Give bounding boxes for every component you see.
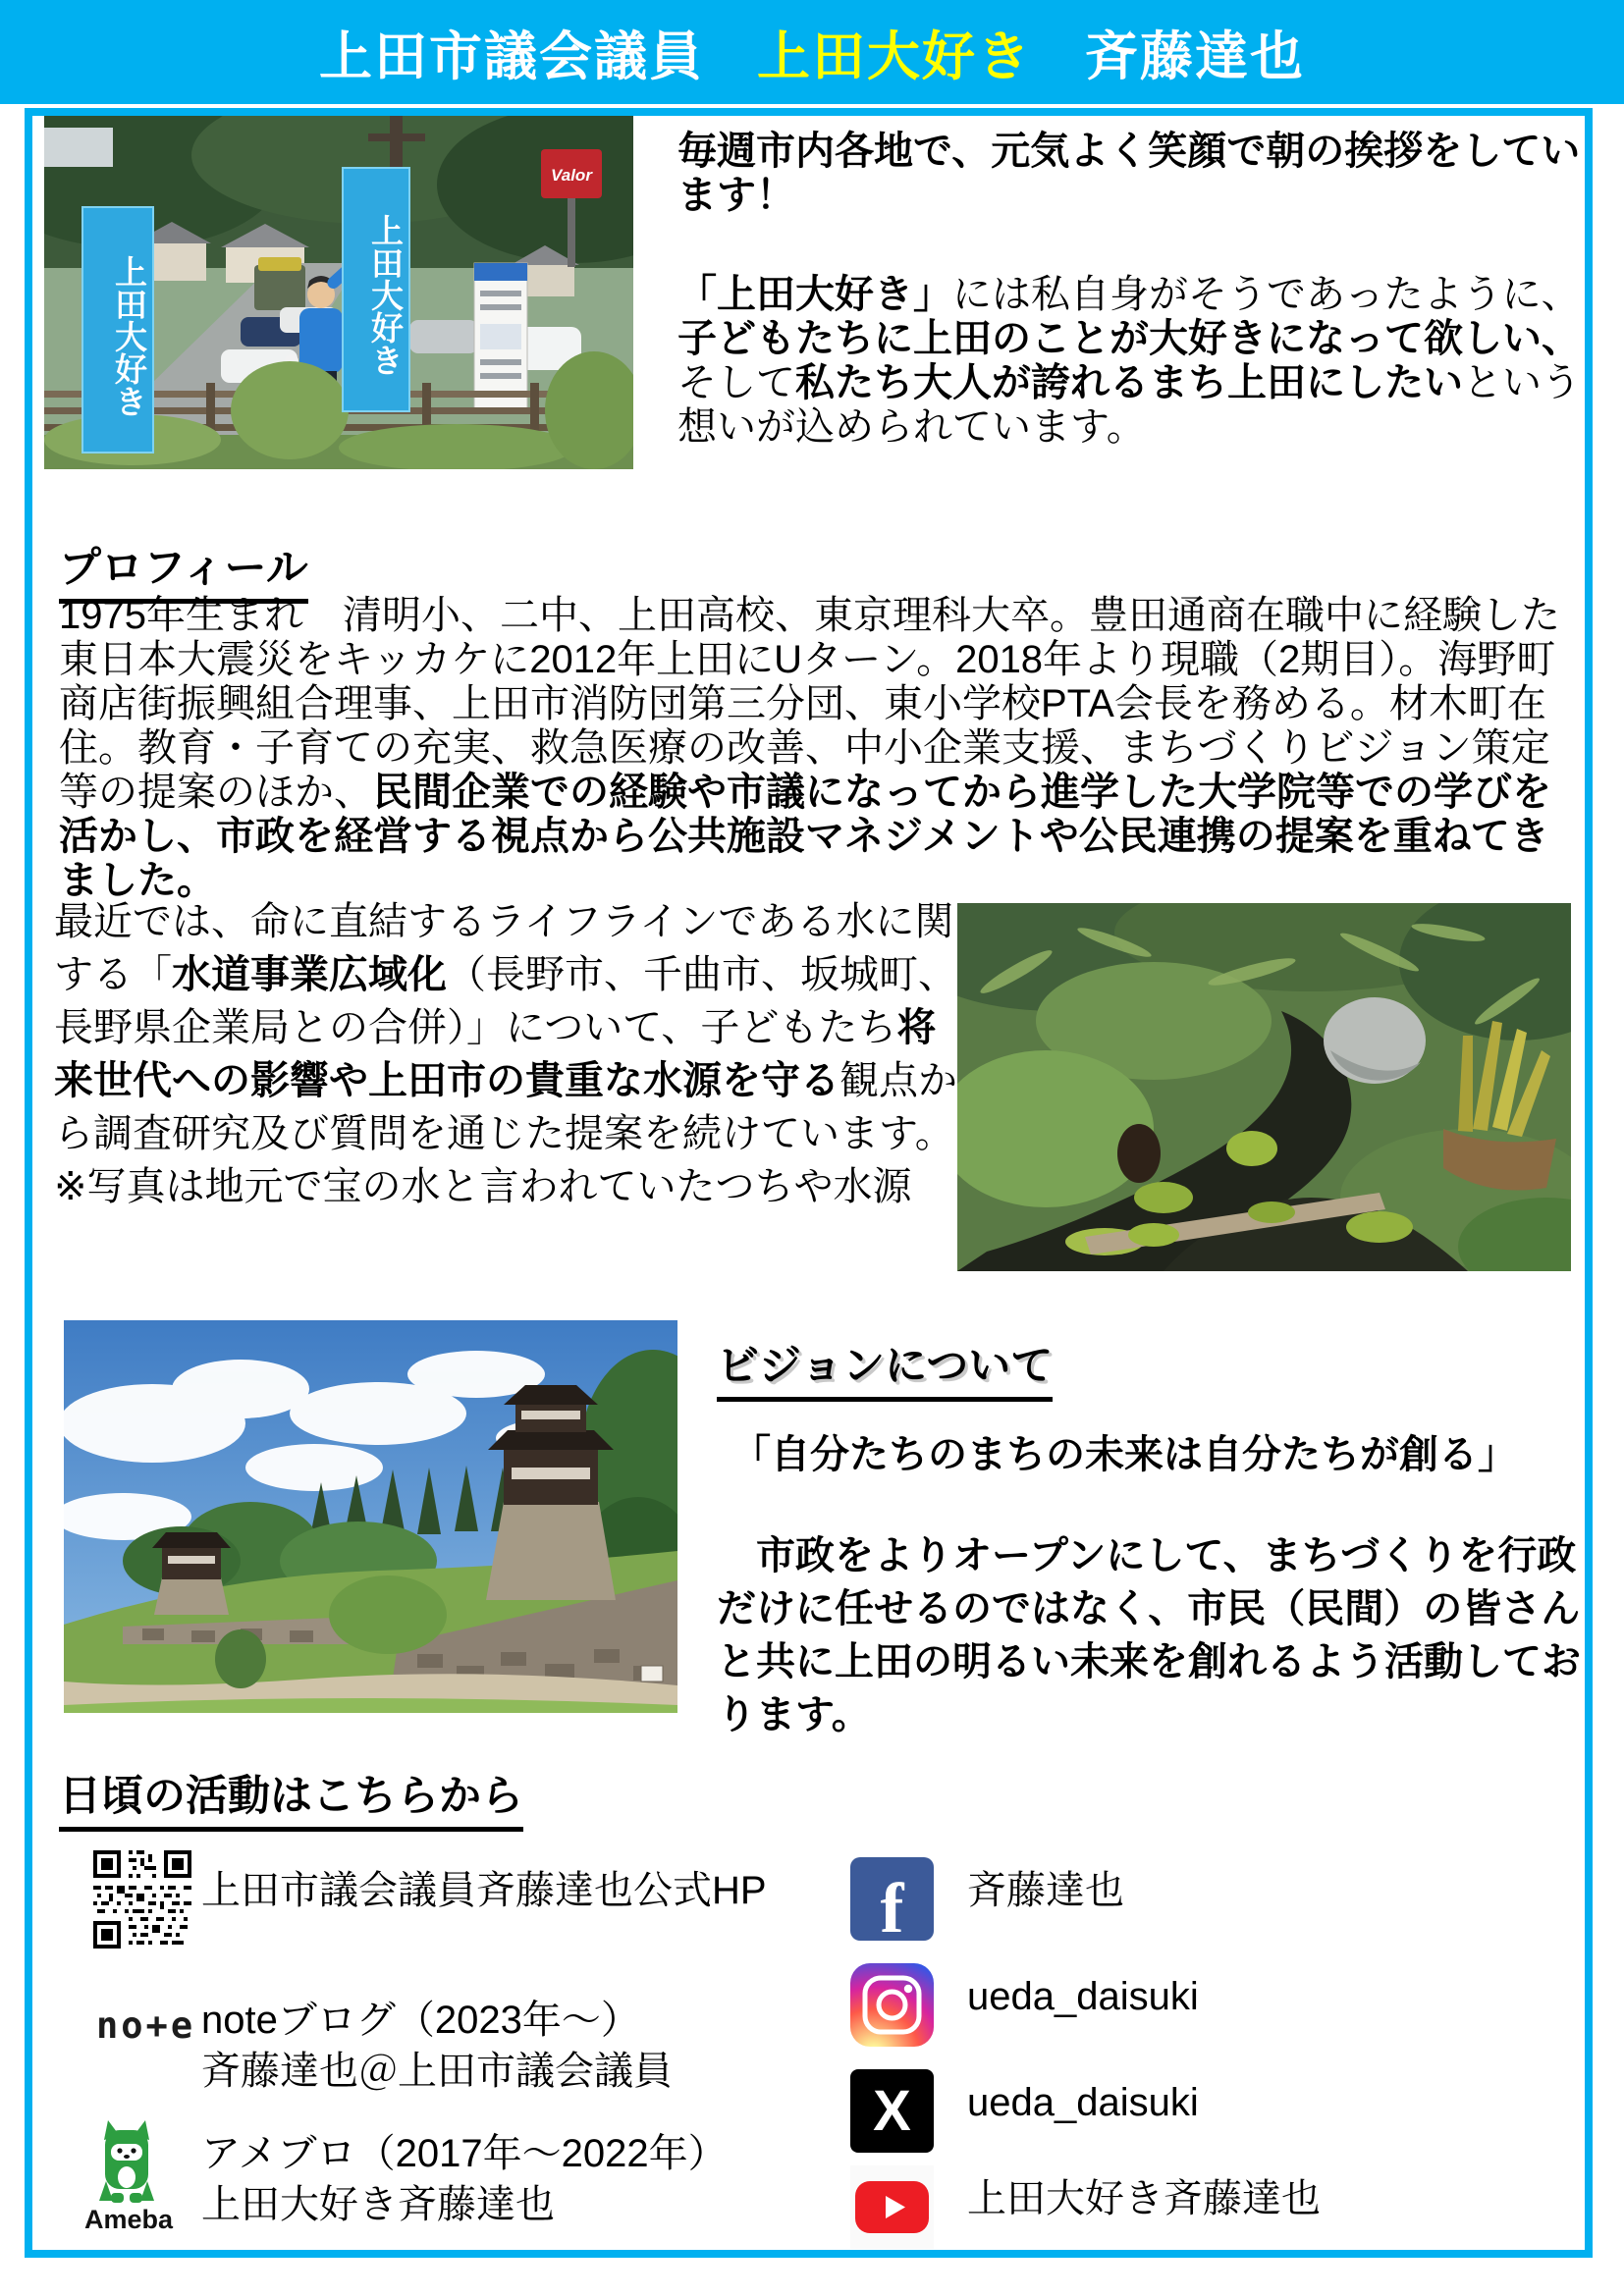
banner-text: 上田大好き — [367, 213, 404, 376]
qr-code-graphic — [93, 1850, 191, 1949]
nobori-banner-right — [342, 167, 410, 412]
facebook-account-label: 斉藤達也 — [967, 1869, 1124, 1912]
hp-link-label: 上田市議会議員斉藤達也公式HP — [201, 1869, 767, 1912]
facebook-icon[interactable]: f — [850, 1857, 934, 1941]
stream-illustration — [957, 903, 1571, 1271]
greeting-street-photo — [44, 116, 633, 469]
water-topic-paragraph: 最近では、命に直結するライフラインである水に関する「水道事業広域化（長野市、千曲市、坂城町、長野県企業局との合併）」について、子どもたち将来世代への影響や上田市の貴重な水源を守る観点から調査研究及び質問を通じた提案を続けています。※写真は地元で宝の水と言われていたつちや水源 — [54, 900, 957, 1208]
nobori-banner-left — [81, 206, 154, 454]
note-line1: noteブログ（2023年～） — [201, 1999, 640, 2042]
ameba-wordmark: Ameba — [84, 2205, 174, 2234]
youtube-channel-label: 上田大好き斉藤達也 — [967, 2177, 1321, 2220]
instagram-account-label: ueda_daisuki — [967, 1975, 1199, 2018]
header-bar — [0, 0, 1624, 104]
x-twitter-icon[interactable]: X — [850, 2069, 934, 2153]
profile-heading: プロフィール — [59, 535, 308, 604]
vision-body: 市政をよりオープンにして、まちづくりを行政だけに任せるのではなく、市民（民間）の皆さんと共に上田の明るい未来を創れるよう活動しております。 — [717, 1534, 1581, 1736]
header-title-name: 斉藤達也 — [1085, 27, 1305, 86]
vision-quote: 「自分たちのまちの未来は自分たちが創る」 — [731, 1433, 1517, 1476]
youtube-icon[interactable] — [850, 2165, 934, 2249]
ameba-line1: アメブロ（2017年～2022年） — [201, 2132, 728, 2175]
castle-illustration — [64, 1320, 677, 1713]
activities-section-title — [59, 1763, 523, 1832]
water-source-photo — [957, 903, 1571, 1271]
castle-photo — [64, 1320, 677, 1713]
instagram-icon[interactable] — [850, 1963, 934, 2047]
note-logo[interactable]: no+e — [96, 2004, 196, 2047]
note-line2: 斉藤達也＠上田市議会議員 — [201, 2050, 673, 2093]
ameba-link-label — [201, 2128, 728, 2230]
ameba-mascot-icon — [98, 2118, 155, 2205]
header-title-office: 上田市議会議員 — [319, 27, 704, 86]
note-link-label — [201, 1995, 673, 2097]
profile-body: 1975年生まれ 清明小、二中、上田高校、東京理科大卒。豊田通商在職中に経験した東日本大震災をキッカケに2012年上田にUターン。2018年より現職（2期目）。海野町商店街振興組合理事、上田市消防団第三分団、東小学校PTA会長を務める。材木町在住。教育・子育ての充実、救急医療の改善、中小企業支援、まちづくりビジョン策定等の提案のほか、民間企業での経験や市議になってから進学した大学院等での学びを活かし、市政を経営する視点から公共施設マネジメントや公民連携の提案を重ねてきました。 — [59, 594, 1560, 902]
vision-section-title — [717, 1333, 1053, 1402]
hp-qr-code[interactable] — [93, 1850, 191, 1949]
vision-heading: ビジョンについて — [717, 1333, 1053, 1402]
ameba-line2: 上田大好き斉藤達也 — [201, 2183, 555, 2226]
greeting-message: 「上田大好き」には私自身がそうであったように、子どもたちに上田のことが大好きになって欲しい、そして私たち大人が誇れるまち上田にしたいという想いが込められています。 — [677, 273, 1581, 449]
greeting-intro: 毎週市内各地で、元気よく笑顔で朝の挨拶をしています！ — [677, 130, 1581, 217]
activities-heading: 日頃の活動はこちらから — [59, 1763, 523, 1832]
slogan-quoted: 「上田大好き」 — [677, 273, 952, 316]
ameba-logo[interactable] — [98, 2118, 155, 2205]
banner-text: 上田大好き — [111, 254, 147, 417]
header-title-slogan: 上田大好き — [757, 27, 1032, 86]
valor-sign-text: Valor — [551, 166, 592, 185]
x-account-label: ueda_daisuki — [967, 2081, 1199, 2124]
